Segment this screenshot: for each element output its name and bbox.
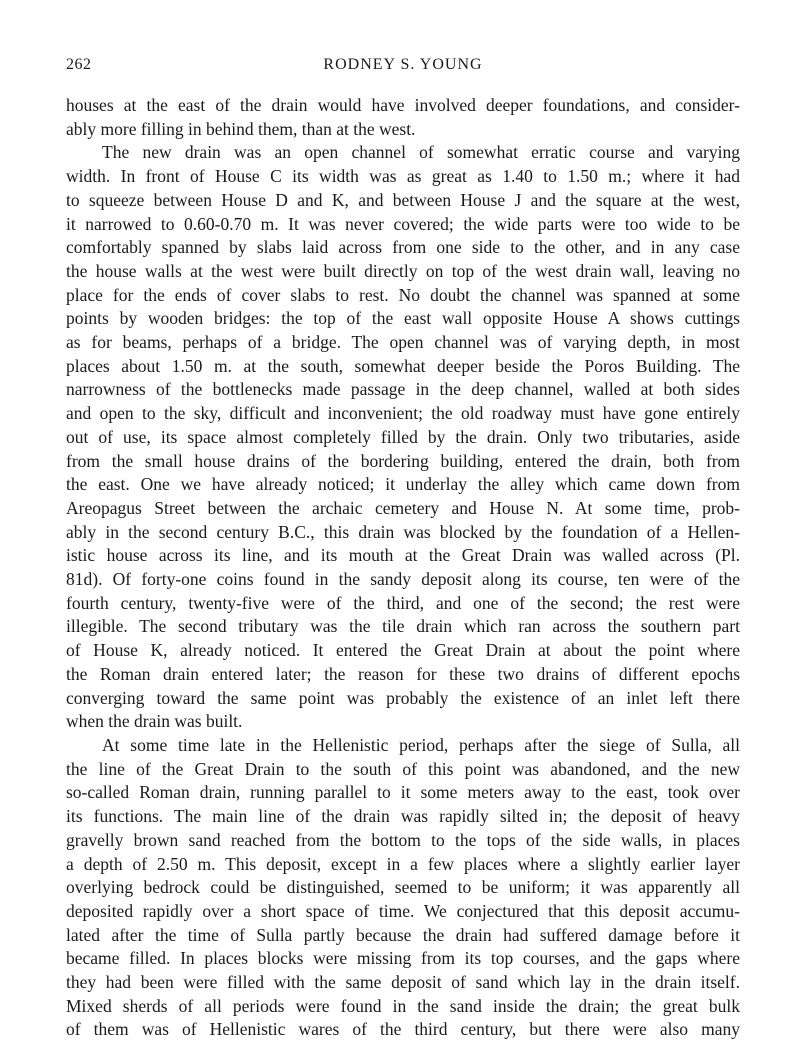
body-text (66, 94, 740, 1042)
text-line: converging toward the same point was probably the existence of an inlet left there (66, 687, 740, 708)
text-line: it narrowed to 0.60-0.70 m. It was never covered; the wide parts were too wide to be (66, 213, 740, 234)
page-number: 262 (66, 56, 92, 73)
text-line: gravelly brown sand reached from the bottom to the tops of the side walls, in places (66, 829, 740, 850)
paragraph (66, 141, 740, 734)
text-line: The new drain was an open channel of somewhat erratic course and varying (102, 142, 740, 163)
text-line: places about 1.50 m. at the south, somewhat deeper beside the Poros Building. The (66, 355, 740, 376)
text-line: of them was of Hellenistic wares of the third century, but there were also many (66, 1019, 740, 1040)
text-line: so-called Roman drain, running parallel to it some meters away to the east, took over (66, 782, 740, 803)
text-line: when the drain was built. (66, 711, 243, 732)
text-line: ably more filling in behind them, than at the west. (66, 118, 416, 139)
text-line: the house walls at the west were built directly on top of the west drain wall, leaving no (66, 260, 740, 281)
text-line: 81d). Of forty-one coins found in the sandy deposit along its course, ten were of the (66, 569, 740, 590)
text-line: out of use, its space almost completely filled by the drain. Only two tributaries, aside (66, 426, 740, 447)
text-line: comfortably spanned by slabs laid across from one side to the other, and in any case (66, 237, 740, 258)
text-line: its functions. The main line of the drain was rapidly silted in; the deposit of heavy (66, 806, 740, 827)
text-line: istic house across its line, and its mouth at the Great Drain was walled across (Pl. (66, 545, 740, 566)
paragraph (66, 734, 740, 1042)
text-line: ably in the second century B.C., this drain was blocked by the foundation of a Hellen- (66, 521, 740, 542)
text-line: At some time late in the Hellenistic period, perhaps after the siege of Sulla, all (102, 734, 740, 755)
text-line: illegible. The second tributary was the tile drain which ran across the southern part (66, 616, 740, 637)
text-line: the line of the Great Drain to the south of this point was abandoned, and the new (66, 758, 740, 779)
text-line: a depth of 2.50 m. This deposit, except in a few places where a slightly earlier layer (66, 853, 740, 874)
text-line: deposited rapidly over a short space of time. We conjectured that this deposit accumu- (66, 900, 740, 921)
text-line: they had been were filled with the same deposit of sand which lay in the drain itself. (66, 972, 740, 993)
text-line: Mixed sherds of all periods were found in the sand inside the drain; the great bulk (66, 995, 740, 1016)
text-line: place for the ends of cover slabs to rest. No doubt the channel was spanned at some (66, 284, 740, 305)
text-line: the east. One we have already noticed; it underlay the alley which came down from (66, 474, 740, 495)
text-line: became filled. In places blocks were missing from its top courses, and the gaps where (66, 948, 740, 969)
text-line: narrowness of the bottlenecks made passage in the deep channel, walled at both sides (66, 379, 740, 400)
text-line: overlying bedrock could be distinguished, seemed to be uniform; it was apparently all (66, 877, 740, 898)
text-line: as for beams, perhaps of a bridge. The open channel was of varying depth, in most (66, 332, 740, 353)
text-line: Areopagus Street between the archaic cemetery and House N. At some time, prob- (66, 497, 740, 518)
paragraph (66, 94, 740, 141)
text-line: to squeeze between House D and K, and between House J and the square at the west, (66, 189, 740, 210)
text-line: lated after the time of Sulla partly because the drain had suffered damage before it (66, 924, 740, 945)
text-line: the Roman drain entered later; the reason for these two drains of different epochs (66, 663, 740, 684)
running-head: RODNEY S. YOUNG (323, 56, 483, 73)
text-line: houses at the east of the drain would have involved deeper foundations, and consider- (66, 95, 740, 115)
text-line: points by wooden bridges: the top of the east wall opposite House A shows cuttings (66, 308, 740, 329)
text-line: width. In front of House C its width was as great as 1.40 to 1.50 m.; where it had (66, 166, 740, 187)
page-header (66, 56, 740, 80)
text-line: fourth century, twenty-five were of the third, and one of the second; the rest were (66, 592, 740, 613)
text-line: of House K, already noticed. It entered the Great Drain at about the point where (66, 640, 740, 661)
text-line: and open to the sky, difficult and inconvenient; the old roadway must have gone entirely (66, 403, 740, 424)
text-line: from the small house drains of the bordering building, entered the drain, both from (66, 450, 740, 471)
